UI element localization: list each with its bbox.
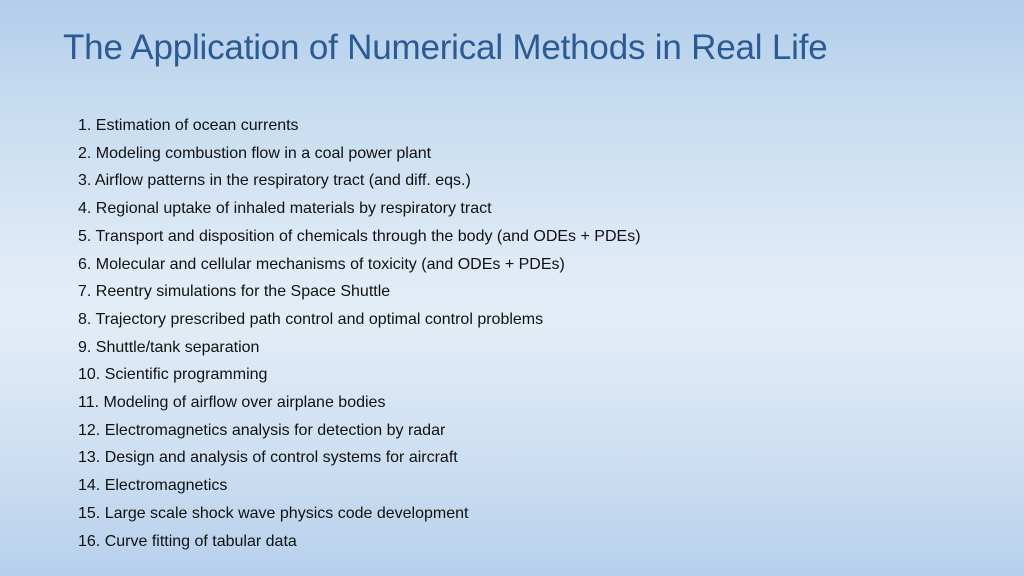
list-item: 3. Airflow patterns in the respiratory tract (and diff. eqs.) [78,172,471,190]
list-item: 10. Scientific programming [78,366,268,384]
slide-title: The Application of Numerical Methods in Real Life [63,28,828,67]
list-item: 13. Design and analysis of control systems for aircraft [78,449,458,467]
list-item: 8. Trajectory prescribed path control and optimal control problems [78,310,544,328]
list-item: 6. Molecular and cellular mechanisms of toxicity (and ODEs + PDEs) [78,255,565,273]
list-item: 14. Electromagnetics [78,477,228,495]
list-item: 16. Curve fitting of tabular data [78,532,297,550]
list-item: 4. Regional uptake of inhaled materials by respiratory tract [78,200,492,218]
list-item: 15. Large scale shock wave physics code development [78,504,469,522]
list-item: 1. Estimation of ocean currents [78,117,299,134]
list-item: 9. Shuttle/tank separation [78,338,260,356]
list-item: 7. Reentry simulations for the Space Shuttle [78,283,391,301]
list-item: 12. Electromagnetics analysis for detection by radar [78,421,446,439]
list-item: 5. Transport and disposition of chemicals through the body (and ODEs + PDEs) [78,227,641,245]
list-item: 2. Modeling combustion flow in a coal power plant [78,144,432,162]
application-list [78,112,641,555]
list-item: 11. Modeling of airflow over airplane bodies [78,394,386,412]
